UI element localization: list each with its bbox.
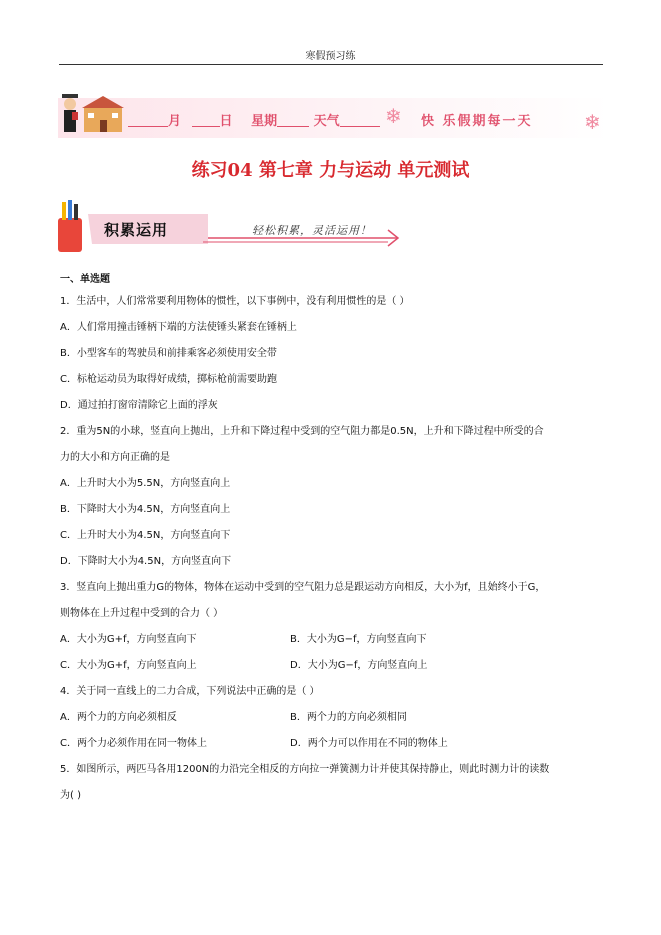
question-3-stem-line-1: 3．竖直向上抛出重力G的物体，物体在运动中受到的空气阻力总是跟运动方向相反，大小为f，且始终小于G， xyxy=(60,582,546,593)
snowflake-icon: ❄ xyxy=(385,104,402,128)
month-label: 月 xyxy=(168,114,182,129)
question-1-option-a: A．人们常用撞击锤柄下端的方法使锤头紧套在锤柄上 xyxy=(60,322,297,333)
question-1-option-c: C．标枪运动员为取得好成绩，掷标枪前需要助跑 xyxy=(60,374,277,385)
question-4-option-b: B．两个力的方向必须相同 xyxy=(290,712,407,723)
question-4-option-a: A．两个力的方向必须相反 xyxy=(60,712,177,723)
question-4-option-d: D．两个力可以作用在不同的物体上 xyxy=(290,738,448,749)
question-1-option-d: D．通过拍打窗帘清除它上面的浮灰 xyxy=(60,400,218,411)
banner-slogan: 快 乐假期每一天 xyxy=(421,114,533,129)
question-3-stem-line-2: 则物体在上升过程中受到的合力（ ） xyxy=(60,608,224,619)
question-4-option-c: C．两个力必须作用在同一物体上 xyxy=(60,738,207,749)
day-label: 日 xyxy=(219,114,233,129)
accumulate-label: 积累运用 xyxy=(104,221,169,239)
section-heading: 一、单选题 xyxy=(60,274,110,285)
weekday-label: 星期 xyxy=(251,114,278,129)
question-3-option-d: D．大小为G−f，方向竖直向上 xyxy=(290,660,428,671)
question-3-option-a: A．大小为G+f，方向竖直向下 xyxy=(60,634,197,645)
question-2-option-b: B．下降时大小为4.5N，方向竖直向上 xyxy=(60,504,231,515)
question-2-option-c: C．上升时大小为4.5N，方向竖直向下 xyxy=(60,530,231,541)
weather-label: 天气 xyxy=(313,114,340,129)
question-3-option-b: B．大小为G−f，方向竖直向下 xyxy=(290,634,427,645)
question-2-option-a: A．上升时大小为5.5N，方向竖直向上 xyxy=(60,478,231,489)
date-fill-line xyxy=(128,110,380,129)
pencil-cup-icon xyxy=(58,200,82,252)
question-1-option-b: B．小型客车的驾驶员和前排乘客必须使用安全带 xyxy=(60,348,277,359)
question-4-stem: 4．关于同一直线上的二力合成，下列说法中正确的是（ ） xyxy=(60,686,320,697)
running-header: 寒假预习练 xyxy=(305,51,356,62)
question-2-option-d: D．下降时大小为4.5N，方向竖直向下 xyxy=(60,556,232,567)
question-2-stem-line-2: 力的大小和方向正确的是 xyxy=(60,452,170,463)
question-5-stem-line-1: 5．如图所示，两匹马各用1200N的力沿完全相反的方向拉一弹簧测力计并使其保持静止，则此时测力计的读数 xyxy=(60,764,550,775)
question-3-option-c: C．大小为G+f，方向竖直向上 xyxy=(60,660,197,671)
question-1-stem: 1．生活中，人们常常要利用物体的惯性，以下事例中，没有利用惯性的是（ ） xyxy=(60,296,410,307)
page-title: 练习04 第七章 力与运动 单元测试 xyxy=(191,160,470,181)
header-divider xyxy=(59,64,603,65)
question-5-stem-line-2: 为( ) xyxy=(60,790,81,801)
snowflake-icon: ❄ xyxy=(584,110,601,134)
accumulate-slogan: 轻松积累，灵活运用！ xyxy=(252,224,372,237)
question-2-stem-line-1: 2．重为5N的小球，竖直向上抛出，上升和下降过程中受到的空气阻力都是0.5N，上升和下降过程中所受的合 xyxy=(60,426,544,437)
